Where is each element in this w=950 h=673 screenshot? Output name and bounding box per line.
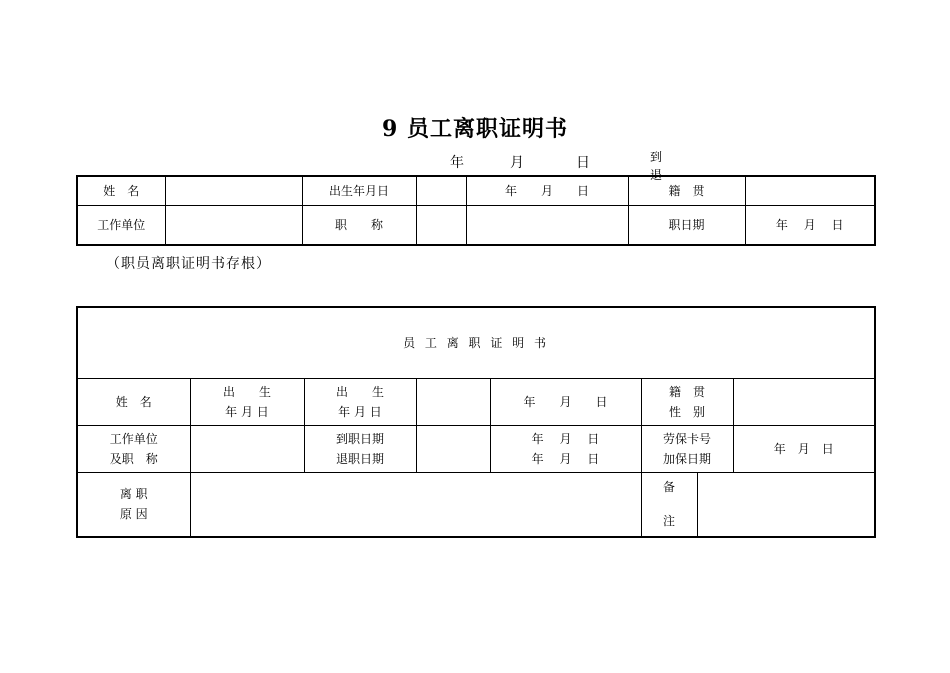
info-table-top xyxy=(76,175,876,246)
c-birth-line1: 出 生 xyxy=(222,385,271,399)
c-birth-cell xyxy=(190,379,304,426)
c-join-dates xyxy=(490,426,641,473)
dao-label: 到 xyxy=(650,150,663,164)
c-birth-date: 年 月 日 xyxy=(490,379,641,426)
birth-date: 年 月 日 xyxy=(466,176,628,206)
c-native-cell xyxy=(641,379,733,426)
c-work-line1: 工作单位 xyxy=(109,432,158,446)
c-native-line2: 性 别 xyxy=(668,405,705,419)
c-work-cell xyxy=(77,426,190,473)
c-native-value[interactable] xyxy=(733,379,875,426)
c-labor-line2: 加保日期 xyxy=(662,452,711,466)
c-birth2-cell xyxy=(304,379,416,426)
c-labor-cell xyxy=(641,426,733,473)
certificate-heading: 员 工 离 职 证 明 书 xyxy=(77,307,875,379)
c-birth2-line2: 年 月 日 xyxy=(338,405,382,419)
native-label: 籍 贯 xyxy=(628,176,745,206)
top-date-month: 月 xyxy=(510,155,524,171)
c-blank-1[interactable] xyxy=(416,379,490,426)
title-value[interactable] xyxy=(416,206,466,246)
c-join-cell xyxy=(304,426,416,473)
work-unit-label: 工作单位 xyxy=(77,206,165,246)
c-birth-line2: 年 月 日 xyxy=(225,405,269,419)
c-remark-value[interactable] xyxy=(697,473,875,537)
c-join-date2: 年 月 日 xyxy=(531,452,600,466)
c-work-value[interactable] xyxy=(190,426,304,473)
top-date-year: 年 xyxy=(450,155,464,171)
c-name-label: 姓 名 xyxy=(77,379,190,426)
birth-label: 出生年月日 xyxy=(302,176,416,206)
c-blank-2[interactable] xyxy=(416,426,490,473)
c-labor-line1: 劳保卡号 xyxy=(662,432,711,446)
c-reason-line2: 原 因 xyxy=(119,507,148,522)
c-reason-cell xyxy=(77,473,190,537)
c-reason-line1: 离 职 xyxy=(119,487,148,502)
c-birth2-line1: 出 生 xyxy=(335,385,384,399)
native-value[interactable] xyxy=(745,176,875,206)
stub-note: （职员离职证明书存根） xyxy=(106,256,271,272)
c-work-line2: 及职 称 xyxy=(109,452,158,466)
name-value[interactable] xyxy=(165,176,302,206)
title-extra[interactable] xyxy=(466,206,628,246)
c-join-date1: 年 月 日 xyxy=(531,432,600,446)
c-reason-value[interactable] xyxy=(190,473,641,537)
job-date-label: 职日期 xyxy=(628,206,745,246)
name-label: 姓 名 xyxy=(77,176,165,206)
top-date-day: 日 xyxy=(576,155,590,171)
c-remark-line1: 备 xyxy=(662,480,675,495)
c-join-line2: 退职日期 xyxy=(335,452,384,466)
document-title: 9 员工离职证明书 xyxy=(382,116,568,142)
c-remark-line2: 注 xyxy=(662,514,675,529)
tui-label: 退 xyxy=(650,168,663,182)
birth-value[interactable] xyxy=(416,176,466,206)
work-unit-value[interactable] xyxy=(165,206,302,246)
c-join-line1: 到职日期 xyxy=(335,432,384,446)
certificate-table xyxy=(76,306,876,538)
c-labor-date: 年 月 日 xyxy=(733,426,875,473)
c-native-line1: 籍 贯 xyxy=(668,385,705,399)
c-remark-cell xyxy=(641,473,697,537)
title-label: 职 称 xyxy=(302,206,416,246)
job-date-value: 年 月 日 xyxy=(745,206,875,246)
